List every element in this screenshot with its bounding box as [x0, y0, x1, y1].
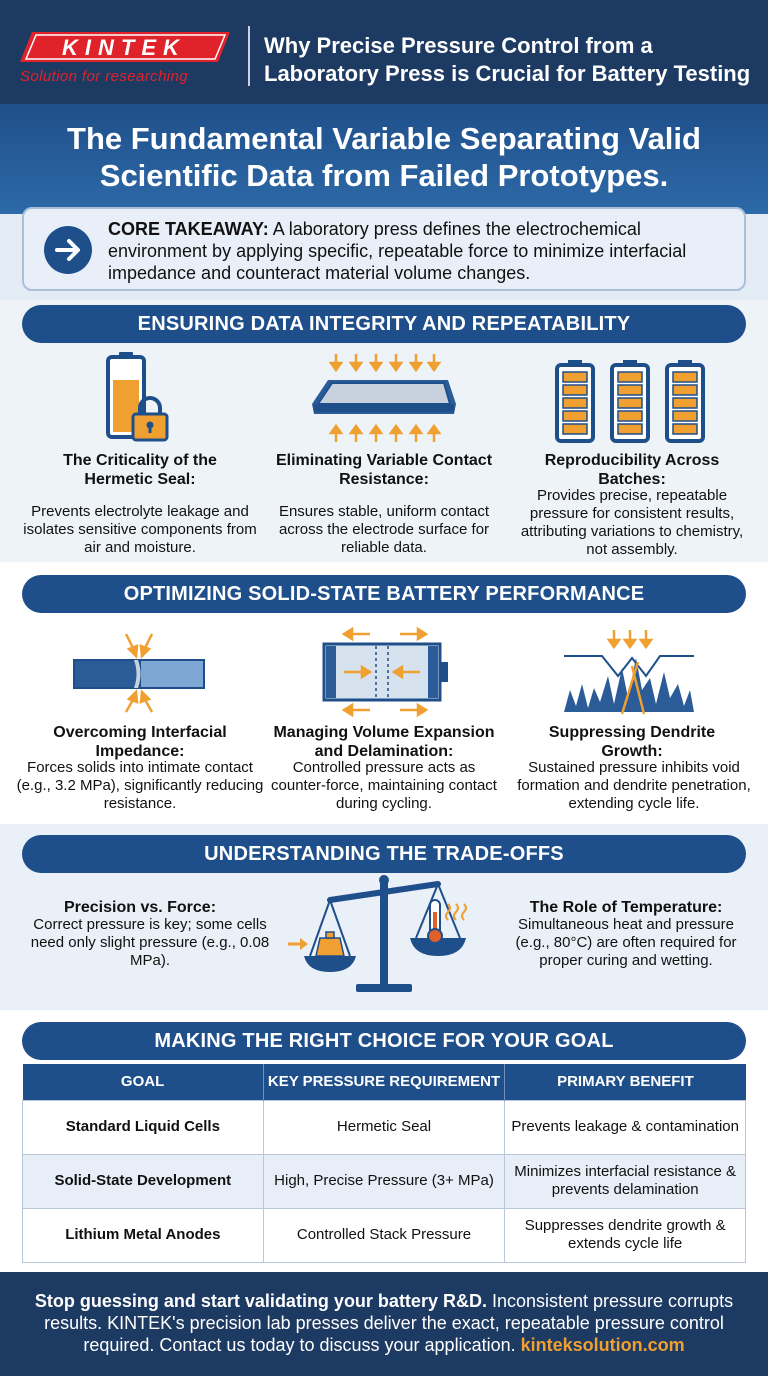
header-divider: [248, 26, 250, 86]
table-cell-requirement: High, Precise Pressure (3+ MPa): [263, 1154, 505, 1208]
takeaway-label: CORE TAKEAWAY:: [108, 219, 269, 239]
interface-compression-icon: [72, 630, 206, 714]
table-cell-benefit: Minimizes interfacial resistance & prevents delamination: [505, 1154, 746, 1208]
section-solid-state-heading: OPTIMIZING SOLID-STATE BATTERY PERFORMANCE: [22, 575, 746, 613]
volume-expansion-icon: [320, 624, 452, 718]
tradeoff-temperature-desc: Simultaneous heat and pressure (e.g., 80°C) are often required for proper curing and wetting.: [515, 916, 737, 969]
hero-title: The Fundamental Variable Separating Valid Scientific Data from Failed Prototypes.: [67, 121, 701, 193]
table-cell-requirement: Hermetic Seal: [263, 1100, 505, 1154]
logo-tagline: Solution for researching: [20, 68, 189, 85]
takeaway-text: [108, 218, 728, 284]
tradeoff-temperature-title: The Role of Temperature:: [529, 899, 723, 916]
takeaway-body: A laboratory press defines the electrochemical environment by applying specific, repeatable force to minimize interfacial impedance and counteract material volume changes.: [108, 219, 687, 283]
kintek-logo: [18, 30, 232, 64]
card-contact-title: Eliminating Variable Contact Resistance:: [275, 452, 493, 488]
table-row: [23, 1154, 746, 1208]
card-dendrite-desc: Sustained pressure inhibits void formation and dendrite penetration, extending cycle life.: [517, 759, 751, 812]
table-cell-goal: Standard Liquid Cells: [23, 1100, 264, 1154]
card-hermetic-desc: Prevents electrolyte leakage and isolates sensitive components from air and moisture.: [23, 503, 257, 556]
column-header-requirement: KEY PRESSURE REQUIREMENT: [263, 1064, 505, 1100]
footer-body: Inconsistent pressure corrupts results. KINTEK's precision lab presses deliver the exact, repeatable pressure control required. Contact us today to discuss your application.: [44, 1291, 734, 1355]
column-header-benefit: PRIMARY BENEFIT: [505, 1064, 746, 1100]
card-dendrite-title: Suppressing Dendrite Growth:: [548, 724, 716, 760]
battery-lock-icon: [100, 350, 180, 446]
dendrite-icon: [562, 628, 696, 716]
card-impedance-title: Overcoming Interfacial Impedance:: [53, 724, 227, 760]
battery-batch-icon: [554, 358, 710, 444]
card-expansion-title: Managing Volume Expansion and Delamination:: [273, 724, 495, 760]
column-header-goal: GOAL: [23, 1064, 264, 1100]
card-contact-desc: Ensures stable, uniform contact across the electrode surface for reliable data.: [278, 503, 490, 556]
card-hermetic-title: The Criticality of the Hermetic Seal:: [63, 452, 217, 488]
table-row: [23, 1100, 746, 1154]
goal-table: [22, 1064, 746, 1263]
section-choice-heading: MAKING THE RIGHT CHOICE FOR YOUR GOAL: [22, 1022, 746, 1060]
section-integrity-heading: ENSURING DATA INTEGRITY AND REPEATABILITY: [22, 305, 746, 343]
table-row: [23, 1208, 746, 1262]
table-cell-goal: Lithium Metal Anodes: [23, 1208, 264, 1262]
tradeoff-precision-title: Precision vs. Force:: [63, 899, 217, 916]
table-cell-requirement: Controlled Stack Pressure: [263, 1208, 505, 1262]
tradeoff-precision-desc: Correct pressure is key; some cells need only slight pressure (e.g., 0.08 MPa).: [30, 916, 270, 969]
pressed-plate-icon: [308, 352, 460, 444]
table-cell-benefit: Prevents leakage & contamination: [505, 1100, 746, 1154]
section-tradeoffs-heading: UNDERSTANDING THE TRADE-OFFS: [22, 835, 746, 873]
table-header-row: [23, 1064, 746, 1100]
card-reproducibility-desc: Provides precise, repeatable pressure for consistent results, attributing variations to chemistry, not assembly.: [520, 487, 744, 558]
table-cell-benefit: Suppresses dendrite growth & extends cycle life: [505, 1208, 746, 1262]
down-arrows: [331, 354, 439, 370]
logo-text: KINTEK: [62, 35, 186, 60]
card-impedance-desc: Forces solids into intimate contact (e.g., 3.2 MPa), significantly reducing resistance.: [16, 759, 264, 812]
footer-headline: Stop guessing and start validating your battery R&D.: [34, 1291, 487, 1311]
website-link[interactable]: kinteksolution.com: [520, 1335, 685, 1355]
arrow-right-icon: [44, 226, 92, 274]
card-expansion-desc: Controlled pressure acts as counter-force, maintaining contact during cycling.: [271, 759, 497, 812]
up-arrows: [331, 426, 439, 442]
footer-text: [24, 1290, 744, 1356]
card-reproducibility-title: Reproducibility Across Batches:: [544, 452, 720, 488]
header-title: Why Precise Pressure Control from a Laboratory Press is Crucial for Battery Testing: [264, 33, 751, 86]
table-cell-goal: Solid-State Development: [23, 1154, 264, 1208]
balance-scale-icon: [286, 872, 482, 1002]
